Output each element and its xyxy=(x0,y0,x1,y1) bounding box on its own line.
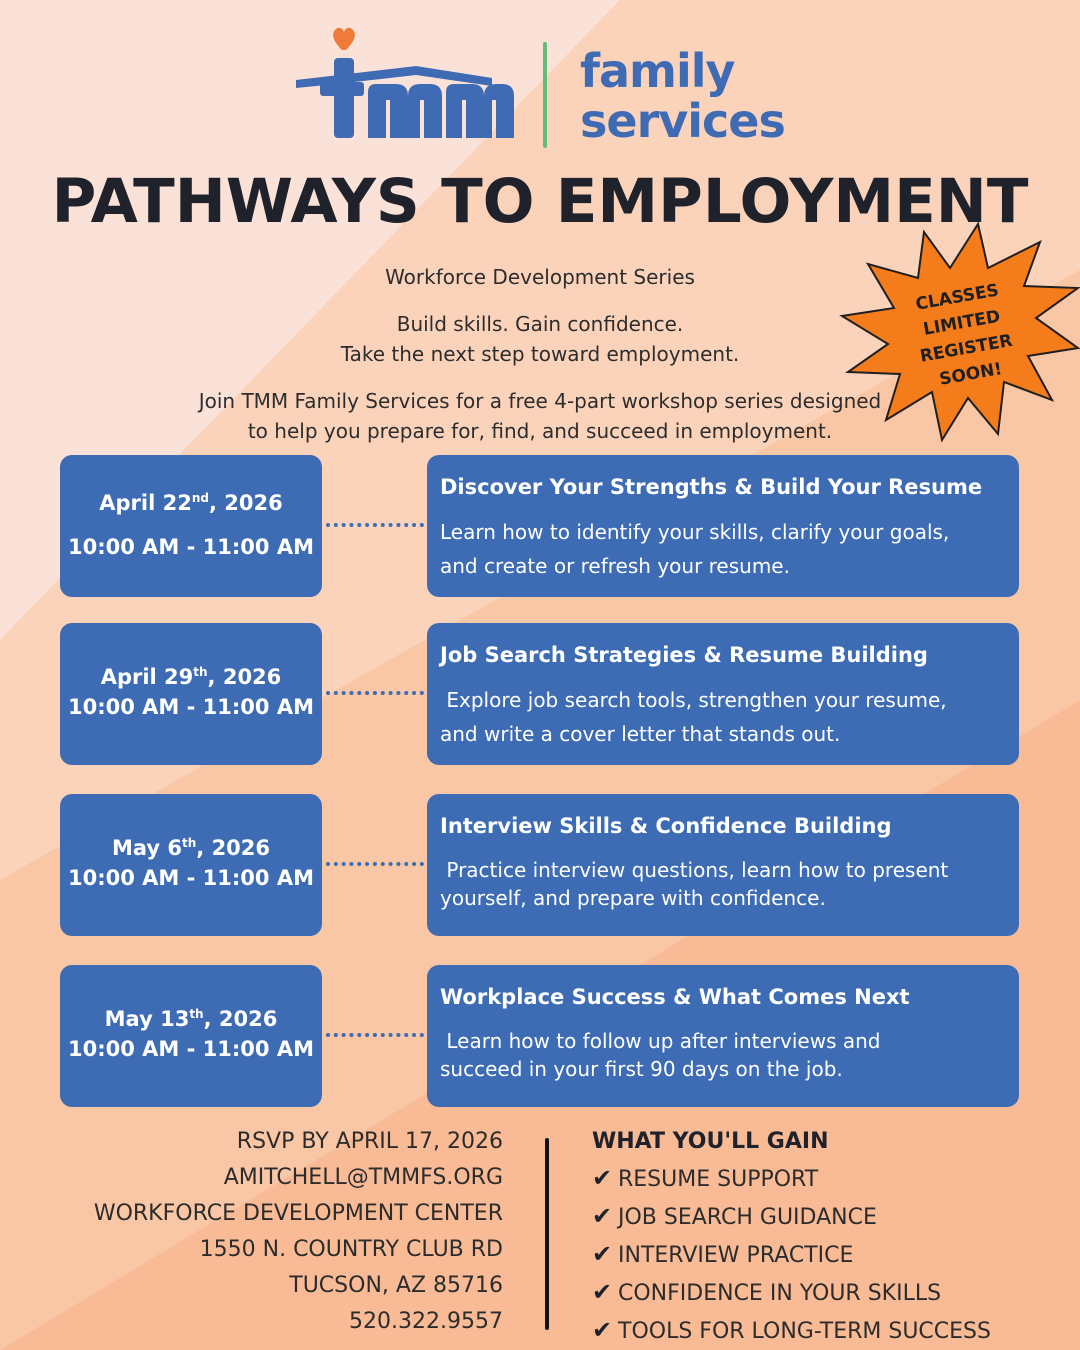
checkmark-icon: ✔ xyxy=(592,1316,613,1344)
badge-line-4: SOON! xyxy=(937,359,1004,390)
session-description-box xyxy=(427,623,1019,765)
badge-line-2: LIMITED xyxy=(921,306,1002,340)
session-date-box xyxy=(60,623,322,765)
session-date: May 13th, 2026 xyxy=(104,1007,278,1031)
tagline-2: Take the next step toward employment. xyxy=(340,342,740,366)
tagline-1: Build skills. Gain confidence. xyxy=(396,312,684,336)
intro-2: to help you prepare for, find, and succeed in employment. xyxy=(247,419,833,443)
benefit-item: ✔ CONFIDENCE IN YOUR SKILLS xyxy=(592,1274,991,1312)
page-title: PATHWAYS TO EMPLOYMENT xyxy=(51,166,1029,237)
benefits-list xyxy=(592,1124,991,1350)
bottom-divider xyxy=(545,1138,549,1330)
session-description-box xyxy=(427,965,1019,1107)
connector-dots xyxy=(326,691,424,695)
session-time: 10:00 AM - 11:00 AM xyxy=(68,695,314,719)
venue-name: WORKFORCE DEVELOPMENT CENTER xyxy=(93,1201,503,1226)
benefits-heading: WHAT YOU'LL GAIN xyxy=(592,1129,829,1154)
session-date: April 22nd, 2026 xyxy=(99,491,283,515)
badge-line-3: REGISTER xyxy=(918,330,1015,367)
session-date: May 6th, 2026 xyxy=(111,836,271,860)
connector-dots xyxy=(326,1033,424,1037)
checkmark-icon: ✔ xyxy=(592,1164,613,1192)
contact-info xyxy=(94,1124,503,1340)
session-body: Learn how to follow up after interviews and succeed in your first 90 days on the job. xyxy=(440,1029,881,1081)
tmm-house-logo xyxy=(296,22,536,152)
session-description-box xyxy=(427,455,1019,597)
session-body: Learn how to identify your skills, clarify your goals, and create or refresh your resume. xyxy=(440,520,950,578)
session-date-box xyxy=(60,794,322,936)
benefit-item: ✔ RESUME SUPPORT xyxy=(592,1160,991,1198)
phone-number[interactable]: 520.322.9557 xyxy=(349,1309,503,1334)
series-subtitle: Workforce Development Series xyxy=(385,265,695,289)
connector-dots xyxy=(326,523,424,527)
benefit-item: ✔ JOB SEARCH GUIDANCE xyxy=(592,1198,991,1236)
session-description-box xyxy=(427,794,1019,936)
session-heading: Workplace Success & What Comes Next xyxy=(440,985,910,1009)
session-time: 10:00 AM - 11:00 AM xyxy=(68,1037,314,1061)
city-state-zip: TUCSON, AZ 85716 xyxy=(289,1273,503,1298)
session-heading: Interview Skills & Confidence Building xyxy=(440,814,892,838)
brand-services: services xyxy=(580,94,785,148)
session-time: 10:00 AM - 11:00 AM xyxy=(68,535,314,559)
checkmark-icon: ✔ xyxy=(592,1202,613,1230)
badge-line-1: CLASSES xyxy=(914,280,1001,315)
benefit-item: ✔ INTERVIEW PRACTICE xyxy=(592,1236,991,1274)
logo-divider xyxy=(543,42,547,148)
session-date-box xyxy=(60,455,322,597)
contact-email[interactable]: AMITCHELL@TMMFS.ORG xyxy=(223,1165,503,1190)
connector-dots xyxy=(326,862,424,866)
session-date-box xyxy=(60,965,322,1107)
session-heading: Job Search Strategies & Resume Building xyxy=(440,643,928,667)
benefit-item: ✔ TOOLS FOR LONG-TERM SUCCESS xyxy=(592,1312,991,1350)
checkmark-icon: ✔ xyxy=(592,1240,613,1268)
intro-1: Join TMM Family Services for a free 4-part workshop series designed xyxy=(198,389,882,413)
session-heading: Discover Your Strengths & Build Your Resume xyxy=(440,475,983,499)
session-body: Practice interview questions, learn how to present yourself, and prepare with confidence. xyxy=(440,858,949,910)
street-address: 1550 N. COUNTRY CLUB RD xyxy=(199,1237,503,1262)
session-time: 10:00 AM - 11:00 AM xyxy=(68,866,314,890)
session-date: April 29th, 2026 xyxy=(100,665,282,689)
brand-family: family xyxy=(580,44,735,98)
checkmark-icon: ✔ xyxy=(592,1278,613,1306)
session-body: Explore job search tools, strengthen your resume, and write a cover letter that stands out. xyxy=(440,688,947,746)
rsvp-deadline: RSVP BY APRIL 17, 2026 xyxy=(236,1129,503,1154)
